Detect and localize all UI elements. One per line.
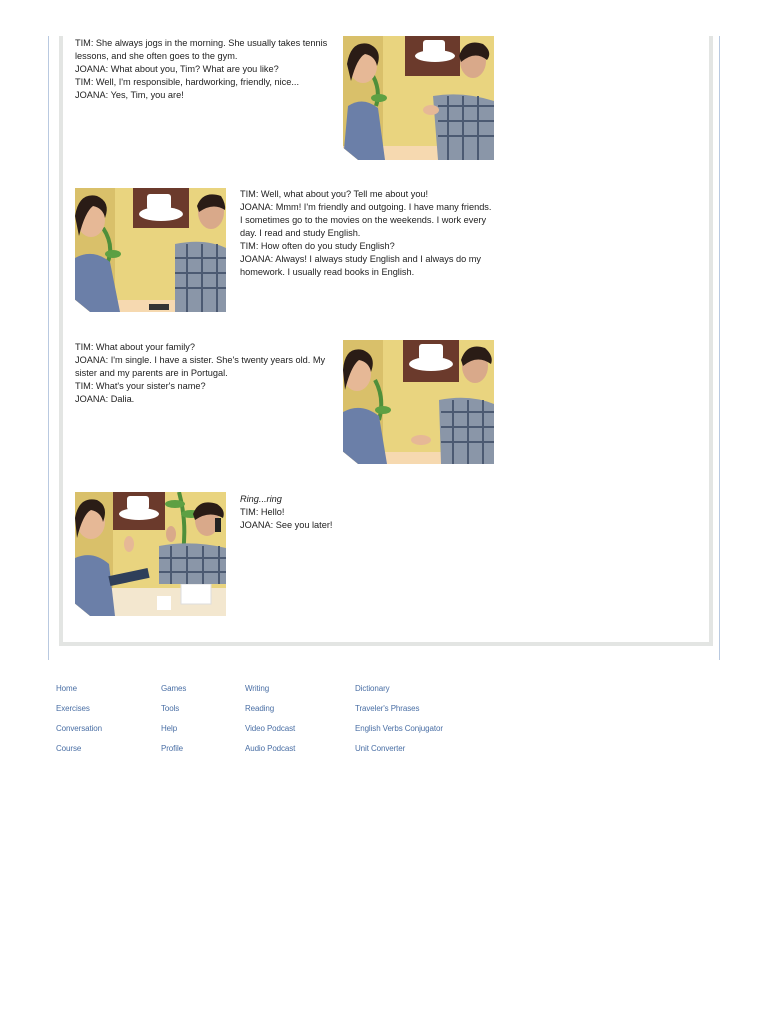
footer-column-1 [56,684,102,764]
dialog-line: JOANA: Yes, Tim, you are! [75,90,184,100]
footer-link-audio-podcast[interactable]: Audio Podcast [245,744,296,753]
dialog-line: TIM: Well, I'm responsible, hardworking, friendly, nice... [75,77,300,87]
dialog-line: JOANA: Dalia. [75,394,135,404]
footer-link-conversation[interactable]: Conversation [56,724,102,733]
footer-link-help[interactable]: Help [161,724,178,733]
footer-column-3 [245,684,295,764]
dialog-line: TIM: What about your family? [75,342,195,352]
footer-link-home[interactable]: Home [56,684,77,693]
footer-link-unit-converter[interactable]: Unit Converter [355,744,406,753]
dialog-line: TIM: What's your sister's name? [75,381,206,391]
footer-link-exercises[interactable]: Exercises [56,704,90,713]
photo-illustration [343,36,494,160]
dialog-line: JOANA: Always! I always study English and I always do my homework. I usually read books in English. [240,254,484,277]
footer-link-dictionary[interactable]: Dictionary [355,684,390,693]
dialog-line: JOANA: See you later! [240,520,333,530]
footer-column-4 [355,684,443,764]
dialog-line: TIM: Well, what about you? Tell me about you! [240,189,429,199]
footer-link-tools[interactable]: Tools [161,704,180,713]
frame-line-right [719,36,720,660]
footer-link-games[interactable]: Games [161,684,187,693]
dialog-line: TIM: How often do you study English? [240,241,395,251]
photo-illustration [75,188,226,312]
footer-column-2 [161,684,186,764]
footer-link-verbs-conjugator[interactable]: English Verbs Conjugator [355,724,443,733]
conversation-photo-3 [343,340,494,464]
photo-illustration [343,340,494,464]
sound-effect-text: Ring...ring [240,494,282,504]
conversation-photo-1 [343,36,494,160]
photo-illustration [75,492,226,616]
frame-line-left [48,36,49,660]
dialog-block-3 [75,341,330,406]
conversation-photo-2 [75,188,226,312]
dialog-line: TIM: Hello! [240,507,285,517]
footer-link-profile[interactable]: Profile [161,744,183,753]
footer-link-video-podcast[interactable]: Video Podcast [245,724,296,733]
footer-link-writing[interactable]: Writing [245,684,270,693]
footer-link-course[interactable]: Course [56,744,82,753]
footer-link-reading[interactable]: Reading [245,704,275,713]
dialog-line: JOANA: I'm single. I have a sister. She's twenty years old. My sister and my parents are in Portugal. [75,355,328,378]
dialog-line: JOANA: Mmm! I'm friendly and outgoing. I have many friends. I sometimes go to the movies on the weekends. I work every day. I read and study English. [240,202,495,238]
footer-link-travelers-phrases[interactable]: Traveler's Phrases [355,704,420,713]
dialog-block-1 [75,37,330,102]
conversation-photo-4 [75,492,226,616]
dialog-block-4 [240,493,440,532]
dialog-line: TIM: She always jogs in the morning. She usually takes tennis lessons, and she often goes to the gym. [75,38,330,61]
dialog-line: JOANA: What about you, Tim? What are you like? [75,64,279,74]
dialog-block-2 [240,188,495,279]
